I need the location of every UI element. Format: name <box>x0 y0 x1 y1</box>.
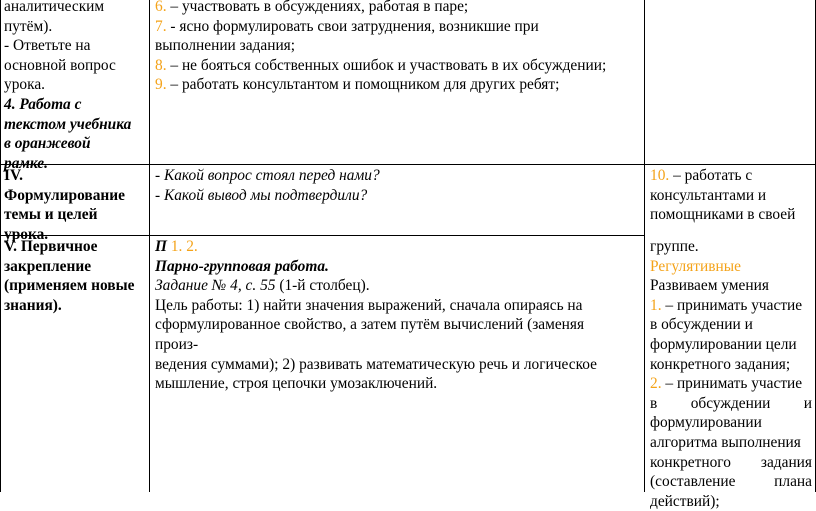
skill-2-line1 <box>650 374 812 394</box>
row3-uud-line1: группе. <box>650 238 699 255</box>
skill-2-line5 <box>650 453 812 473</box>
row1-stage-cell <box>4 0 146 173</box>
p-label: П <box>155 238 167 255</box>
row1-stage-line1: аналитическим <box>4 0 105 15</box>
skill-1-line2: в обсуждении и <box>650 316 753 334</box>
row3-uud-cell <box>650 237 812 511</box>
row3-stage-cell <box>4 237 146 315</box>
row3-stage-line1: V. Первичное <box>4 238 98 255</box>
row2-stage-line4: урока. <box>4 225 49 243</box>
row3-goal-line4: ведения суммами); 2) развивать математическую речь и логическое <box>155 355 597 373</box>
row1-item-6 <box>155 0 641 17</box>
word: задания <box>760 453 812 471</box>
item-text: – принимать участие <box>661 296 803 314</box>
item-text: – не бояться собственных ошибок и участвовать в их обсуждении; <box>166 56 607 74</box>
row3-goal-line1: Цель работы: 1) найти значения выражений, сначала опираясь на <box>155 296 583 314</box>
row2-activity-cell <box>155 166 641 205</box>
row1-heading-line4: рамке. <box>4 154 48 172</box>
item-number: 7. <box>155 17 167 35</box>
item-number: 8. <box>155 56 167 74</box>
p-numbers: 1. 2. <box>166 238 198 255</box>
skill-2-line7: действий); <box>650 492 720 510</box>
row3-stage-line2: закрепление <box>4 257 92 275</box>
skill-2-line6 <box>650 472 812 492</box>
row1-heading-line3: в оранжевой <box>4 135 91 153</box>
row1-stage-line4: основной вопрос <box>4 56 116 74</box>
row2-stage-line1: IV. <box>4 167 23 184</box>
row1-activity-cell <box>155 0 641 95</box>
skill-2-line2 <box>650 394 812 414</box>
row1-stage-line5: урока. <box>4 76 46 94</box>
word: обсуждении <box>690 394 771 412</box>
row1-stage-line2: путём). <box>4 17 53 35</box>
item-text: – принимать участие <box>661 375 803 393</box>
skill-1-line3: формулировании цели <box>650 335 797 353</box>
row3-task-line <box>155 276 641 296</box>
row3-goal-line3: произ- <box>155 335 199 353</box>
item-text: – работать консультантом и помощником для других ребят; <box>166 76 560 94</box>
skill-1-line4: конкретного задания; <box>650 355 791 373</box>
row1-heading-line1: 4. Работа с <box>4 95 82 113</box>
row2-stage-line2: Формулирование <box>4 186 125 204</box>
skill-2-line4: алгоритма выполнения <box>650 433 801 451</box>
word: и <box>803 394 812 412</box>
row2-stage-line3: темы и целей <box>4 206 98 224</box>
item-number: 9. <box>155 76 167 94</box>
row2-stage-cell <box>4 166 146 244</box>
grid-line-left <box>0 0 1 492</box>
task-reference: Задание № 4, с. 55 <box>155 277 276 295</box>
row1-item-7-cont <box>155 36 641 56</box>
row3-goal-line5: мышление, строя цепочки умозаключений. <box>155 375 438 393</box>
item-text: – работать с <box>669 167 753 184</box>
row1-item-7 <box>155 17 641 37</box>
grid-line-col1 <box>149 0 150 492</box>
skill-1-line1 <box>650 296 812 316</box>
row3-goal-line2: сформулированное свойство, а затем путём вычислений (заменяя <box>155 316 585 334</box>
row3-activity-cell <box>155 237 641 394</box>
item-number: 1. <box>650 296 662 314</box>
item-text: - ясно формулировать свои затруднения, возникшие при <box>166 17 539 35</box>
word: плана <box>774 473 812 491</box>
skill-2-line3: формулировании <box>650 414 762 432</box>
word: (составление <box>650 473 736 491</box>
word: конкретного <box>650 453 731 471</box>
row2-uud-line1 <box>650 166 812 186</box>
item-text: выполнении задания; <box>155 37 296 55</box>
row3-p-line <box>155 237 641 257</box>
row2-uud-cell <box>650 166 812 225</box>
regulatory-label: Регулятивные <box>650 257 741 275</box>
item-number: 6. <box>155 0 167 15</box>
row1-item-9 <box>155 75 641 95</box>
row1-item-8 <box>155 56 641 76</box>
row2-uud-line2: консультантами и <box>650 186 767 204</box>
row3-stage-line3: (применяем новые <box>4 277 135 295</box>
row2-uud-line3: помощниками в своей <box>650 206 796 224</box>
row2-question-2: - Какой вывод мы подтвердили? <box>155 186 368 204</box>
task-detail: (1-й столбец). <box>275 277 370 295</box>
item-number: 2. <box>650 375 662 393</box>
row2-question-1: - Какой вопрос стоял перед нами? <box>155 167 380 184</box>
row1-stage-line3: - Ответьте на <box>4 37 91 55</box>
row3-work-type: Парно-групповая работа. <box>155 257 329 275</box>
row1-heading-line2: текстом учебника <box>4 115 132 133</box>
word: в <box>650 394 658 412</box>
item-text: – участвовать в обсуждениях, работая в паре; <box>166 0 469 15</box>
develop-skills-label: Развиваем умения <box>650 277 769 295</box>
row3-stage-line4: знания). <box>4 296 62 314</box>
grid-line-col2 <box>644 0 645 492</box>
item-number: 10. <box>650 167 670 184</box>
